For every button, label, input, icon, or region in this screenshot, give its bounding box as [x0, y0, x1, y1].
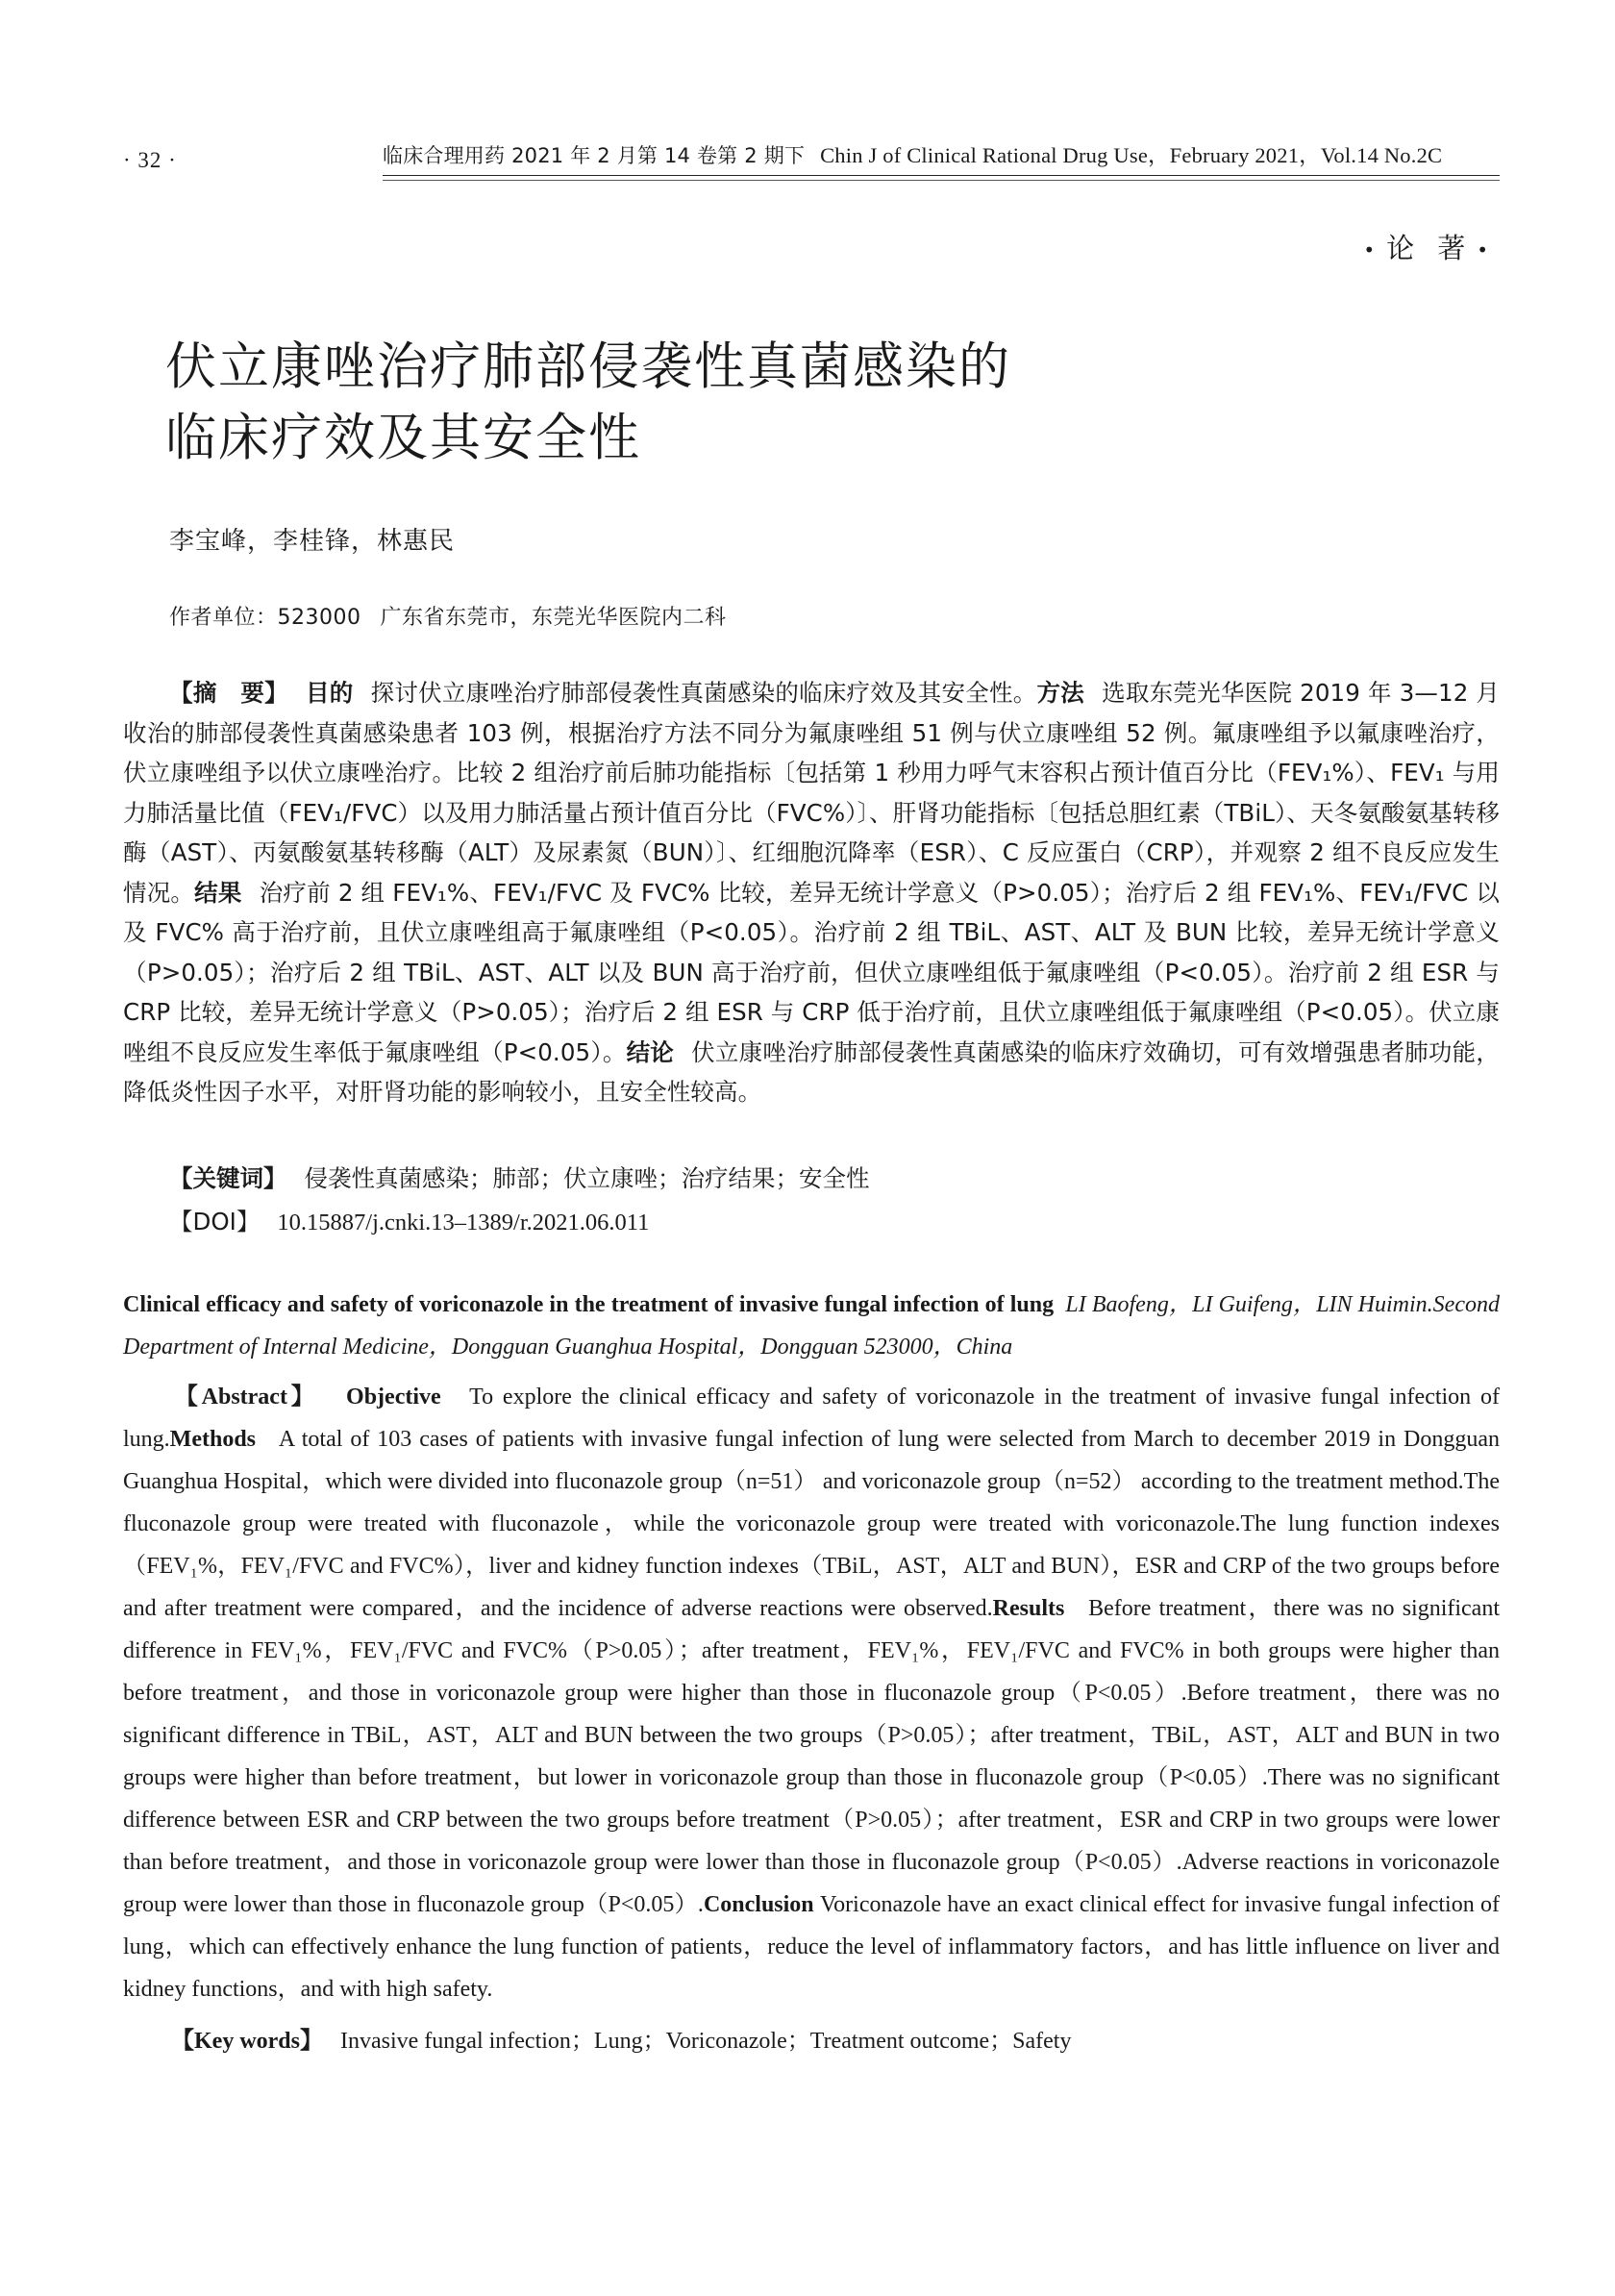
cn-results-label: 结果: [194, 878, 242, 907]
cn-objective-label: 目的: [305, 679, 354, 707]
cn-methods-text: 选取东莞光华医院 2019 年 3—12 月收治的肺部侵袭性真菌感染患者 103 例，根据治疗方法不同分为氟康唑组 51 例与伏立康唑组 52 例。氟康唑组予以氟康唑治疗，伏立康唑组予以伏立康唑治疗。比较 2 组治疗前后肺功能指标〔包括第 1 秒用力呼气末容积占预计值百分比（FEV₁%）、FEV₁ 与用力肺活量比值（FEV₁/FVC）以及用力肺活量占预计值百分比（FVC%）〕、肝肾功能指标〔包括总胆红素（TBiL）、天冬氨酸氨基转移酶（AST）、丙氨酸氨基转移酶（ALT）及尿素氮（BUN）〕、红细胞沉降率（ESR）、C 反应蛋白（CRP），并观察 2 组不良反应发生情况。: [123, 679, 1501, 907]
english-title-line: [123, 1284, 1500, 1368]
running-head-rule-wrap: [383, 138, 1500, 173]
doi-line: [123, 1202, 1500, 1243]
banner-dot-right-icon: •: [1477, 238, 1490, 262]
cn-methods-label: 方法: [1036, 679, 1085, 707]
author-list: 李宝峰，李桂锋，林惠民: [169, 527, 456, 556]
cn-results-text: 治疗前 2 组 FEV₁%、FEV₁/FVC 及 FVC% 比较，差异无统计学意义（P>0.05）；治疗后 2 组 FEV₁%、FEV₁/FVC 以及 FVC% 高于治疗前，且伏立康唑组高于氟康唑组（P<0.05）。治疗前 2 组 TBiL、AST、ALT 及 BUN 比较，差异无统计学意义（P>0.05）；治疗后 2 组 TBiL、AST、ALT 以及 BUN 高于治疗前，但伏立康唑组低于氟康唑组（P<0.05）。治疗前 2 组 ESR 与 CRP 比较，差异无统计学意义（P>0.05）；治疗后 2 组 ESR 与 CRP 低于治疗前，且伏立康唑组低于氟康唑组（P<0.05）。伏立康唑组不良反应发生率低于氟康唑组（P<0.05）。: [123, 878, 1500, 1066]
english-authors-affiliation: LI Baofeng，LI Guifeng，LIN Huimin.Second Department of Internal Medicine，Dongguan Guanghua Hospital，Dongguan 523000，China: [123, 1292, 1500, 1360]
running-head-cn: 临床合理用药 2021 年 2 月第 14 卷第 2 期下: [383, 144, 806, 167]
page-title: [165, 332, 1319, 474]
title-line-2: 临床疗效及其安全性: [165, 409, 641, 467]
cn-conclusion-text: 伏立康唑治疗肺部侵袭性真菌感染的临床疗效确切，可有效增强患者肺功能，降低炎性因子水平，对肝肾功能的影响较小，且安全性较高。: [123, 1037, 1500, 1106]
en-abstract-label: 【Abstract】: [171, 1385, 318, 1410]
affiliation: [169, 601, 727, 631]
banner-label-1: 论: [1386, 232, 1417, 264]
en-results-text: Before treatment，there was no significant difference in FEV₁%，FEV₁/FVC and FVC%（P>0.05）；after treatment，FEV₁%，FEV₁/FVC and FVC% in both groups were higher than before treatment，and those in voriconazole group were higher than those in fluconazole group（P<0.05）.Before treatment，there was no significant difference in TBiL，AST，ALT and BUN between the two groups（P>0.05）；after treatment，TBiL，AST，ALT and BUN in two groups were higher than before treatment，but lower in voriconazole group than those in fluconazole group（P<0.05）.There was no significant difference between ESR and CRP between the two groups before treatment（P>0.05）；after treatment，ESR and CRP in two groups were lower than before treatment，and those in voriconazole group were lower than those in fluconazole group（P<0.05）.Adverse reactions in voriconazole group were lower than those in fluconazole group（P<0.05）.: [123, 1596, 1501, 1917]
en-keywords-value: Invasive fungal infection；Lung；Voriconazole；Treatment outcome；Safety: [340, 2029, 1072, 2054]
en-methods-label: Methods: [169, 1427, 257, 1452]
column-banner: [1354, 227, 1500, 266]
cn-objective-text: 探讨伏立康唑治疗肺部侵袭性真菌感染的临床疗效及其安全性。: [370, 679, 1037, 707]
running-head-en: Chin J of Clinical Rational Drug Use，February 2021，Vol.14 No.2C: [820, 143, 1443, 167]
doi-value[interactable]: 10.15887/j.cnki.13–1389/r.2021.06.011: [277, 1210, 650, 1235]
en-methods-text: A total of 103 cases of patients with invasive fungal infection of lung were selected from March to december 2019 in Dongguan Guanghua Hospital，which were divided into fluconazole group（n=51） and voriconazole group（n=52） according to the treatment method.The fluconazole group were treated with fluconazole，while the voriconazole group were treated with voriconazole.The lung function indexes（FEV₁%，FEV₁/FVC and FVC%），liver and kidney function indexes（TBiL，AST，ALT and BUN），ESR and CRP of the two groups before and after treatment were compared，and the incidence of adverse reactions were observed.: [123, 1427, 1500, 1621]
cn-abstract-label: 【摘 要】: [169, 679, 288, 707]
en-objective-label: Objective: [346, 1385, 441, 1410]
english-keywords: [123, 2020, 1500, 2062]
affiliation-label: 作者单位：523000: [169, 606, 361, 630]
en-conclusion-text: Voriconazole have an exact clinical effect for invasive fungal infection of lung，which can effectively enhance the lung function of patients，reduce the level of inflammatory factors，and has little influence on liver and kidney functions，and with high safety.: [123, 1892, 1500, 2002]
title-line-1: 伏立康唑治疗肺部侵袭性真菌感染的: [165, 337, 1011, 396]
running-head-divider: [383, 175, 1500, 176]
cn-conclusion-label: 结论: [626, 1037, 675, 1066]
affiliation-value: 广东省东莞市，东莞光华医院内二科: [380, 606, 727, 630]
cn-keywords-label: 【关键词】: [169, 1164, 287, 1192]
chinese-keywords: [123, 1159, 1500, 1199]
cn-keywords-value: 侵袭性真菌感染；肺部；伏立康唑；治疗结果；安全性: [304, 1164, 870, 1192]
banner-label-2: 著: [1437, 232, 1468, 264]
english-abstract-block: [123, 1284, 1500, 2062]
english-title: Clinical efficacy and safety of voriconazole in the treatment of invasive fungal infection of lung: [123, 1292, 1055, 1317]
page-folio: · 32 ·: [123, 148, 177, 172]
en-keywords-label: 【Key words】: [171, 2029, 323, 2054]
en-conclusion-label: Conclusion: [703, 1892, 814, 1917]
running-head-text: [383, 138, 1500, 173]
running-head: [123, 135, 1500, 173]
en-results-label: Results: [992, 1596, 1065, 1621]
running-head-divider-thin: [383, 180, 1500, 181]
doi-label: 【DOI】: [169, 1208, 261, 1235]
banner-dot-left-icon: •: [1363, 238, 1378, 262]
chinese-abstract: [123, 673, 1500, 1112]
en-objective-text: To explore the clinical efficacy and safety of voriconazole in the treatment of invasive fungal infection of lung.: [123, 1385, 1500, 1452]
english-abstract: [123, 1376, 1500, 2010]
